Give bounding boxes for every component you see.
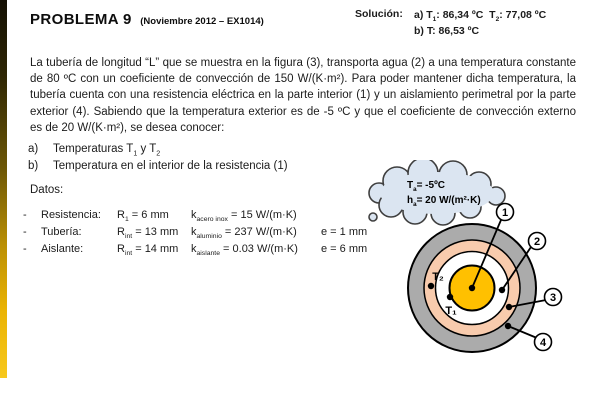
dato-radius: $R_{int} = 14$ mm [117, 243, 179, 258]
solution-label: Solución: [355, 8, 403, 20]
page-subtitle: (Noviembre 2012 – EX1014) [140, 16, 264, 27]
dato-radius: $R_1 = 6$ mm [117, 209, 169, 224]
header [30, 11, 264, 29]
row-dash: - [23, 243, 27, 255]
dato-conductivity: $k_{aislante} = 0.03$ W/(m·K) [191, 243, 298, 258]
solution-line-b: b) T: 86,53 ºC [414, 25, 480, 37]
question-item-a [28, 141, 288, 158]
ambient-conditions-text: $T_a=$ -5ºC $h_a= 20$ W/(m²·K) [407, 180, 481, 208]
datos-label: Datos: [30, 184, 64, 196]
callout-4-number: 4 [539, 337, 547, 349]
intro-paragraph: La tubería de longitud “L” que se muestra en la figura (3), transporta agua (2) a una temperatura constante de 80 ºC con un coeficiente de convección de 150 W/(K·m²). Para poder mantener dicha temperatura, la tubería cuenta con una resistencia eléctrica en la parte interior (1) y un aislamiento perimetral por la parte exterior (4). Sabiendo que la temperatura exterior es de -5 ºC y que el coeficiente de convección externo es de 20 W/(K·m²), se desea conocer: [30, 57, 576, 134]
question-marker: a) [28, 143, 39, 155]
dato-name: Tubería: [41, 226, 82, 238]
t2-label: T₂ [432, 271, 444, 283]
page-title: PROBLEMA 9 [30, 11, 132, 28]
question-text: Temperatura en el interior de la resistencia (1) [53, 159, 288, 172]
datos-table [23, 209, 367, 260]
question-item-b [28, 158, 288, 175]
callout-3-number: 3 [549, 292, 557, 304]
question-text: Temperaturas $T_1$ y $T_2$ [53, 143, 161, 158]
dato-name: Aislante: [41, 243, 84, 255]
row-dash: - [23, 226, 27, 238]
dato-thickness: e = 6 mm [321, 243, 368, 255]
t1-label: T₁ [445, 305, 457, 317]
question-marker: b) [28, 159, 39, 172]
dato-conductivity: $k_{aluminio} = 237$ W/(m·K) [191, 226, 297, 241]
dato-name: Resistencia: [41, 209, 101, 221]
callout-2-number: 2 [533, 236, 541, 248]
left-accent-bar [0, 0, 7, 378]
solution-line-a: a) $T_1$: 86,34 ºC $T_2$: 77,08 ºC [414, 9, 547, 24]
dato-conductivity: $k_{acero inox} = 15$ W/(m·K) [191, 209, 297, 224]
callout-1-number: 1 [501, 207, 509, 219]
dato-thickness: e = 1 mm [321, 226, 368, 238]
row-dash: - [23, 209, 27, 221]
dato-radius: $R_{int} = 13$ mm [117, 226, 179, 241]
questions-list [28, 141, 288, 174]
solution-values [414, 7, 546, 39]
